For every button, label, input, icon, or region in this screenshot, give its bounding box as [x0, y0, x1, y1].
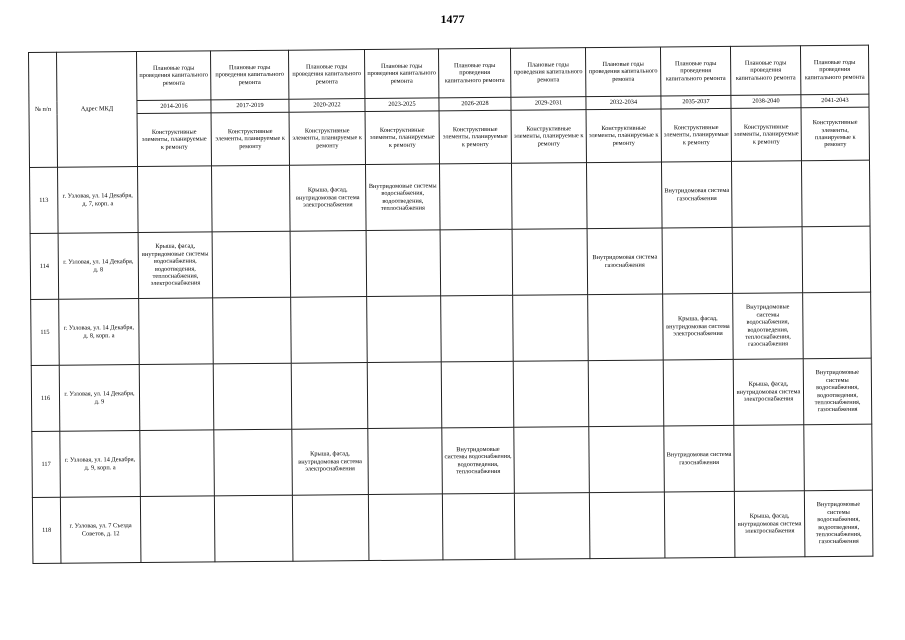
repair-cell — [802, 226, 871, 293]
repair-cell — [732, 227, 803, 294]
header-row-elements — [29, 107, 869, 167]
period-years: 2020-2022 — [289, 99, 365, 113]
elements-header: Конструктивные элементы, планируемые к ремонту — [439, 110, 511, 164]
repair-cell — [292, 495, 369, 562]
repair-cell — [368, 494, 443, 561]
repair-cell — [139, 298, 214, 365]
repair-cell: Крыша, фасад, внутридомовая система электроснабжения — [733, 359, 804, 426]
period-title: Плановые годы проведения капитального ремонта — [800, 45, 868, 95]
elements-header: Конструктивные элементы, планируемые к ремонту — [731, 108, 801, 162]
period-years: 2029-2031 — [511, 97, 586, 111]
period-title: Плановые годы проведения капитального ремонта — [510, 48, 585, 98]
repair-cell: Внутридомовые системы водоснабжения, водоотведения, теплоснабжения, газоснабжения — [803, 358, 872, 425]
repair-cell — [512, 229, 588, 296]
repair-cell: Крыша, фасад, внутридомовая система электроснабжения — [292, 429, 369, 496]
repair-cell — [214, 495, 293, 562]
period-years: 2017-2019 — [211, 99, 289, 113]
repair-cell — [589, 492, 665, 559]
repair-cell: Внутридомовая система газоснабжения — [661, 161, 732, 228]
page-number: 1477 — [440, 12, 465, 26]
header-row-titles — [29, 45, 869, 101]
row-address: г. Узловая, ул. 14 Декабря, д. 7, корп. а — [58, 167, 139, 234]
period-title: Плановые годы проведения капитального ремонта — [730, 46, 800, 96]
repair-cell — [212, 231, 291, 298]
repair-cell — [439, 163, 512, 230]
repair-cell — [440, 229, 513, 296]
repair-cell — [514, 427, 590, 494]
period-years: 2032-2034 — [586, 96, 661, 110]
elements-header: Конструктивные элементы, планируемые к ремонту — [289, 112, 365, 166]
column-header-number: № п/п — [29, 52, 58, 167]
capital-repair-plan-table — [28, 45, 873, 564]
repair-cell — [514, 493, 590, 560]
row-number: 115 — [31, 299, 60, 365]
row-number: 118 — [32, 497, 61, 563]
repair-cell: Крыша, фасад, внутридомовая система электроснабжения — [734, 491, 805, 558]
period-years: 2041-2043 — [801, 94, 869, 108]
period-years: 2035-2037 — [661, 95, 731, 109]
repair-cell: Крыша, фасад, внутридомовая система электроснабжения — [663, 293, 734, 360]
repair-cell — [441, 361, 514, 428]
row-number: 114 — [30, 233, 59, 299]
repair-cell — [801, 160, 870, 227]
row-address: г. Узловая, ул. 14 Декабря, д. 8, корп. а — [59, 299, 140, 366]
repair-cell — [138, 166, 213, 233]
repair-cell — [663, 359, 734, 426]
repair-cell: Крыша, фасад, внутридомовая система электроснабжения — [289, 165, 366, 232]
repair-cell — [367, 296, 442, 363]
row-number: 116 — [31, 365, 60, 431]
period-title: Плановые годы проведения капитального ремонта — [210, 50, 288, 100]
repair-cell — [513, 361, 589, 428]
elements-header: Конструктивные элементы, планируемые к ремонту — [661, 108, 731, 162]
table-row — [31, 292, 872, 365]
repair-cell: Крыша, фасад, внутридомовые системы водоснабжения, водоотведения, теплоснабжения, электроснабжения — [138, 232, 213, 299]
table-row — [32, 424, 873, 497]
repair-cell — [586, 162, 662, 229]
repair-cell — [140, 430, 215, 497]
repair-cell — [589, 426, 665, 493]
repair-cell — [213, 297, 292, 364]
table-row — [31, 358, 872, 431]
period-title: Плановые годы проведения капитального ремонта — [585, 47, 660, 97]
repair-cell — [140, 496, 215, 563]
elements-header: Конструктивные элементы, планируемые к ремонту — [211, 112, 289, 166]
row-number: 113 — [30, 167, 59, 233]
row-address: г. Узловая, ул. 14 Декабря, д. 9, корп. а — [60, 431, 141, 498]
repair-cell — [441, 295, 514, 362]
table-row — [30, 160, 871, 233]
elements-header: Конструктивные элементы, планируемые к ремонту — [365, 111, 439, 165]
column-header-address: Адрес МКД — [57, 52, 138, 168]
repair-cell — [804, 424, 873, 491]
repair-cell: Внутридомовые системы водоснабжения, водоотведения, теплоснабжения — [365, 164, 440, 231]
period-title: Плановые годы проведения капитального ремонта — [660, 46, 730, 96]
repair-cell — [366, 230, 441, 297]
repair-cell — [212, 165, 291, 232]
row-address: г. Узловая, ул. 14 Декабря, д. 8 — [58, 233, 139, 300]
repair-cell — [213, 363, 292, 430]
row-address: г. Узловая, ул. 7 Съезда Советов, д. 12 — [60, 497, 141, 564]
period-title: Плановые годы проведения капитального ремонта — [288, 50, 364, 100]
repair-cell: Внутридомовая система газоснабжения — [664, 425, 735, 492]
repair-cell — [214, 429, 293, 496]
table-row — [30, 226, 871, 299]
period-title: Плановые годы проведения капитального ремонта — [438, 48, 510, 98]
period-years: 2026-2028 — [439, 97, 511, 111]
elements-header: Конструктивные элементы, планируемые к ремонту — [511, 110, 586, 164]
elements-header: Конструктивные элементы, планируемые к ремонту — [801, 107, 869, 161]
repair-cell — [731, 161, 802, 228]
repair-cell — [442, 493, 515, 560]
period-years: 2038-2040 — [731, 95, 801, 109]
repair-cell: Внутридомовая система газоснабжения — [587, 228, 663, 295]
repair-cell — [368, 428, 443, 495]
repair-cell — [291, 297, 368, 364]
table-row — [32, 490, 873, 563]
period-title: Плановые годы проведения капитального ремонта — [137, 51, 211, 101]
repair-cell: Внутридомовые системы водоснабжения, водоотведения, теплоснабжения — [442, 427, 515, 494]
repair-cell — [367, 362, 442, 429]
repair-cell — [291, 363, 368, 430]
period-years: 2014-2016 — [137, 100, 211, 114]
repair-cell — [734, 425, 805, 492]
repair-cell — [588, 294, 664, 361]
elements-header: Конструктивные элементы, планируемые к ремонту — [137, 113, 211, 167]
elements-header: Конструктивные элементы, планируемые к ремонту — [586, 109, 661, 163]
repair-cell — [139, 364, 214, 431]
period-title: Плановые годы проведения капитального ремонта — [364, 49, 438, 99]
repair-cell — [662, 227, 733, 294]
repair-cell: Внутридомовые системы водоснабжения, водоотведения, теплоснабжения, газоснабжения — [733, 293, 804, 360]
repair-cell — [664, 491, 735, 558]
repair-cell — [588, 360, 664, 427]
repair-cell — [511, 163, 587, 230]
repair-cell — [803, 292, 872, 359]
row-number: 117 — [32, 431, 61, 497]
repair-cell — [513, 295, 589, 362]
period-years: 2023-2025 — [365, 98, 439, 112]
row-address: г. Узловая, ул. 14 Декабря, д. 9 — [59, 365, 140, 432]
repair-cell — [290, 231, 367, 298]
repair-cell: Внутридомовые системы водоснабжения, водоотведения, теплоснабжения, газоснабжения — [804, 490, 873, 557]
